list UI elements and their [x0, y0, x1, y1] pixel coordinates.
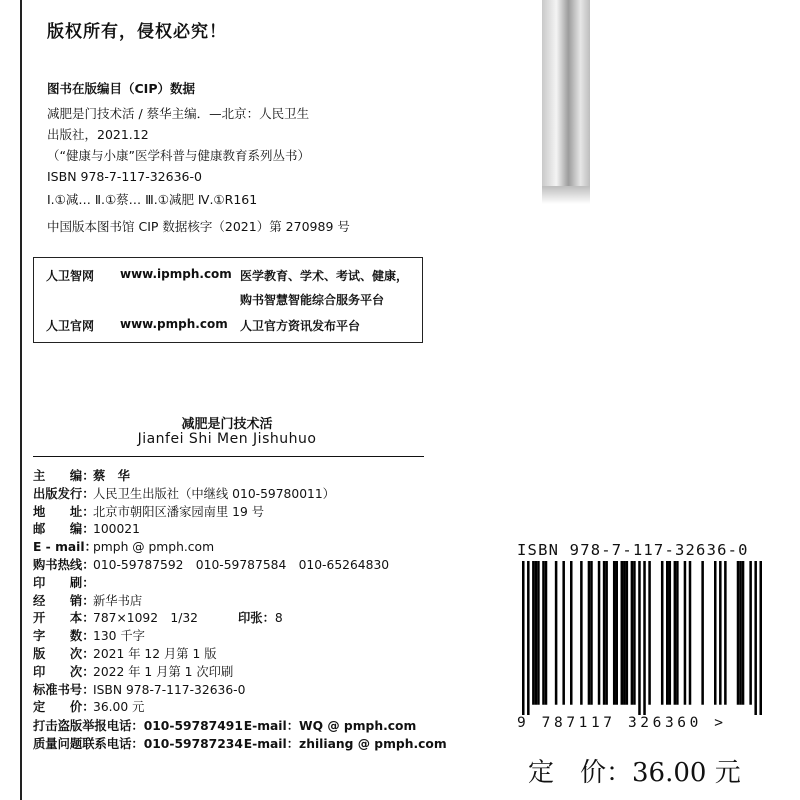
barcode-bar — [570, 561, 573, 705]
website-name: 人卫官网 — [46, 319, 95, 333]
info-row-address — [33, 504, 453, 522]
barcode-bar — [590, 561, 593, 705]
barcode-bar — [588, 561, 591, 705]
barcode-bar — [532, 561, 535, 705]
info-label: E-mail： — [243, 719, 300, 734]
info-value: 新华书店 — [93, 593, 143, 608]
info-label: 印 次： — [33, 664, 95, 679]
info-label: 主 编： — [33, 469, 95, 483]
info-value: 蔡 华 — [93, 469, 130, 483]
cip-heading: 图书在版编目（CIP）数据 — [47, 81, 195, 96]
info-label: 印张： — [238, 611, 275, 626]
barcode-bar — [537, 561, 540, 705]
info-row-wordcount — [33, 628, 453, 646]
barcode-bar — [621, 561, 624, 705]
barcode-bar — [522, 561, 525, 715]
info-label: E - mail： — [33, 540, 97, 555]
cip-line: 减肥是门技术活 / 蔡华主编．—北京：人民卫生 — [47, 106, 310, 121]
info-row-impression — [33, 664, 453, 682]
info-row-distributor — [33, 593, 453, 611]
barcode-bar — [555, 561, 558, 705]
barcode-bar — [684, 561, 687, 705]
barcode-bar — [580, 561, 583, 705]
cip-line: ISBN 978-7-117-32636-0 — [47, 169, 202, 184]
isbn-barcode — [522, 561, 762, 715]
info-value: 36.00 元 — [93, 700, 145, 715]
barcode-bar — [714, 561, 717, 705]
website-description: 医学教育、学术、考试、健康， — [240, 269, 409, 283]
info-row-isbn — [33, 682, 453, 700]
price-value: 36.00 元 — [632, 758, 741, 788]
info-value: 2022 年 1 月第 1 次印刷 — [93, 664, 234, 679]
info-label: 定 价： — [33, 700, 95, 715]
info-value: 北京市朝阳区潘家园南里 19 号 — [93, 504, 265, 519]
price-label: 定 价： — [528, 758, 633, 788]
barcode-bar — [666, 561, 669, 705]
website-info-box — [33, 257, 423, 343]
barcode-bar — [701, 561, 704, 705]
info-label: E-mail： — [243, 736, 300, 751]
cip-classification: Ⅰ.①减… Ⅱ.①蔡… Ⅲ.①减肥 Ⅳ.①R161 — [47, 192, 258, 207]
barcode-bar — [605, 561, 608, 705]
barcode-bar — [719, 561, 722, 705]
barcode-bar — [638, 561, 641, 715]
book-spine-shadow — [542, 0, 590, 186]
info-value: 8 — [274, 611, 283, 626]
barcode-bar — [623, 561, 626, 705]
info-row-piracy-report — [33, 718, 453, 736]
barcode-bar — [615, 561, 618, 705]
barcode-bar — [689, 561, 692, 705]
barcode-bar — [737, 561, 740, 705]
barcode-bar — [749, 561, 752, 705]
info-value: 2021 年 12 月第 1 版 — [93, 646, 217, 661]
info-value: 010-59787592 010-59787584 010-65264830 — [93, 557, 390, 572]
publication-info — [33, 468, 453, 754]
info-label: 出版发行： — [33, 486, 95, 501]
barcode-bar — [542, 561, 545, 705]
cip-line: 出版社，2021.12 — [47, 127, 149, 142]
info-label: 邮 编： — [33, 522, 95, 537]
barcode-bar — [759, 561, 762, 715]
info-label: 打击盗版举报电话： — [33, 719, 144, 734]
barcode-bar — [742, 561, 745, 705]
barcode-bar — [754, 561, 757, 715]
cip-approval-number: 中国版本图书馆 CIP 数据核字（2021）第 270989 号 — [47, 219, 350, 234]
barcode-bar — [626, 561, 629, 705]
info-value: 人民卫生出版社（中继线 010-59780011） — [93, 486, 335, 501]
info-value: 010-59787491 — [143, 719, 243, 734]
info-row-hotline — [33, 557, 453, 575]
info-label: 字 数： — [33, 629, 95, 644]
info-label: 地 址： — [33, 504, 95, 519]
info-row-publisher — [33, 486, 453, 504]
barcode-bar — [674, 561, 677, 705]
info-row-editor — [33, 468, 453, 486]
info-row-printing — [33, 575, 453, 593]
barcode-bar — [633, 561, 636, 705]
left-border-rule — [20, 0, 22, 800]
info-value: ISBN 978-7-117-32636-0 — [93, 682, 246, 697]
info-value: 100021 — [93, 522, 140, 537]
barcode-bar — [613, 561, 616, 705]
info-row-email — [33, 539, 453, 557]
barcode-bar — [676, 561, 679, 705]
info-label: 质量问题联系电话： — [33, 736, 144, 751]
info-label: 购书热线： — [33, 557, 95, 572]
info-label: 标准书号： — [33, 682, 95, 697]
barcode-digits: 9 787117 326360 > — [517, 715, 727, 731]
price-tag — [528, 752, 741, 789]
info-value: WQ @ pmph.com — [299, 719, 417, 734]
info-row-edition — [33, 646, 453, 664]
info-label: 开 本： — [33, 611, 95, 626]
website-url: www.ipmph.com — [120, 267, 232, 281]
info-value: pmph @ pmph.com — [93, 540, 215, 555]
barcode-bar — [562, 561, 565, 705]
info-label: 印 刷： — [33, 575, 95, 590]
info-row-postcode — [33, 521, 453, 539]
cip-data-block — [47, 78, 427, 237]
info-value: zhiliang @ pmph.com — [299, 736, 447, 751]
info-value: 010-59787234 — [143, 736, 243, 751]
copyright-notice: 版权所有，侵权必究！ — [47, 22, 227, 42]
info-value: 130 千字 — [93, 629, 145, 644]
info-label: 经 销： — [33, 593, 95, 608]
book-title: 减肥是门技术活 — [181, 417, 273, 432]
barcode-bar — [669, 561, 672, 705]
info-row-quality-contact — [33, 736, 453, 754]
book-title-pinyin: Jianfei Shi Men Jishuhuo — [137, 431, 317, 447]
barcode-bar — [527, 561, 530, 715]
website-url: www.pmph.com — [120, 317, 228, 331]
website-description: 购书智慧智能综合服务平台 — [240, 293, 385, 307]
divider-line — [33, 456, 424, 457]
barcode-bar — [643, 561, 646, 715]
barcode-bar — [661, 561, 664, 705]
barcode-bar — [598, 561, 601, 705]
website-description: 人卫官方资讯发布平台 — [240, 319, 361, 333]
info-row-format — [33, 610, 453, 628]
info-label: 版 次： — [33, 646, 95, 661]
barcode-bar — [603, 561, 606, 705]
info-row-price — [33, 699, 453, 717]
barcode-bar — [545, 561, 548, 705]
barcode-bar — [535, 561, 538, 705]
barcode-bar — [648, 561, 651, 705]
barcode-bar — [739, 561, 742, 705]
cip-line: （“健康与小康”医学科普与健康教育系列丛书） — [47, 148, 310, 163]
barcode-isbn-text: ISBN 978-7-117-32636-0 — [517, 541, 749, 559]
barcode-bar — [631, 561, 634, 705]
barcode-bar — [724, 561, 727, 705]
info-value: 787×1092 1/32 — [93, 611, 198, 626]
website-name: 人卫智网 — [46, 269, 95, 283]
